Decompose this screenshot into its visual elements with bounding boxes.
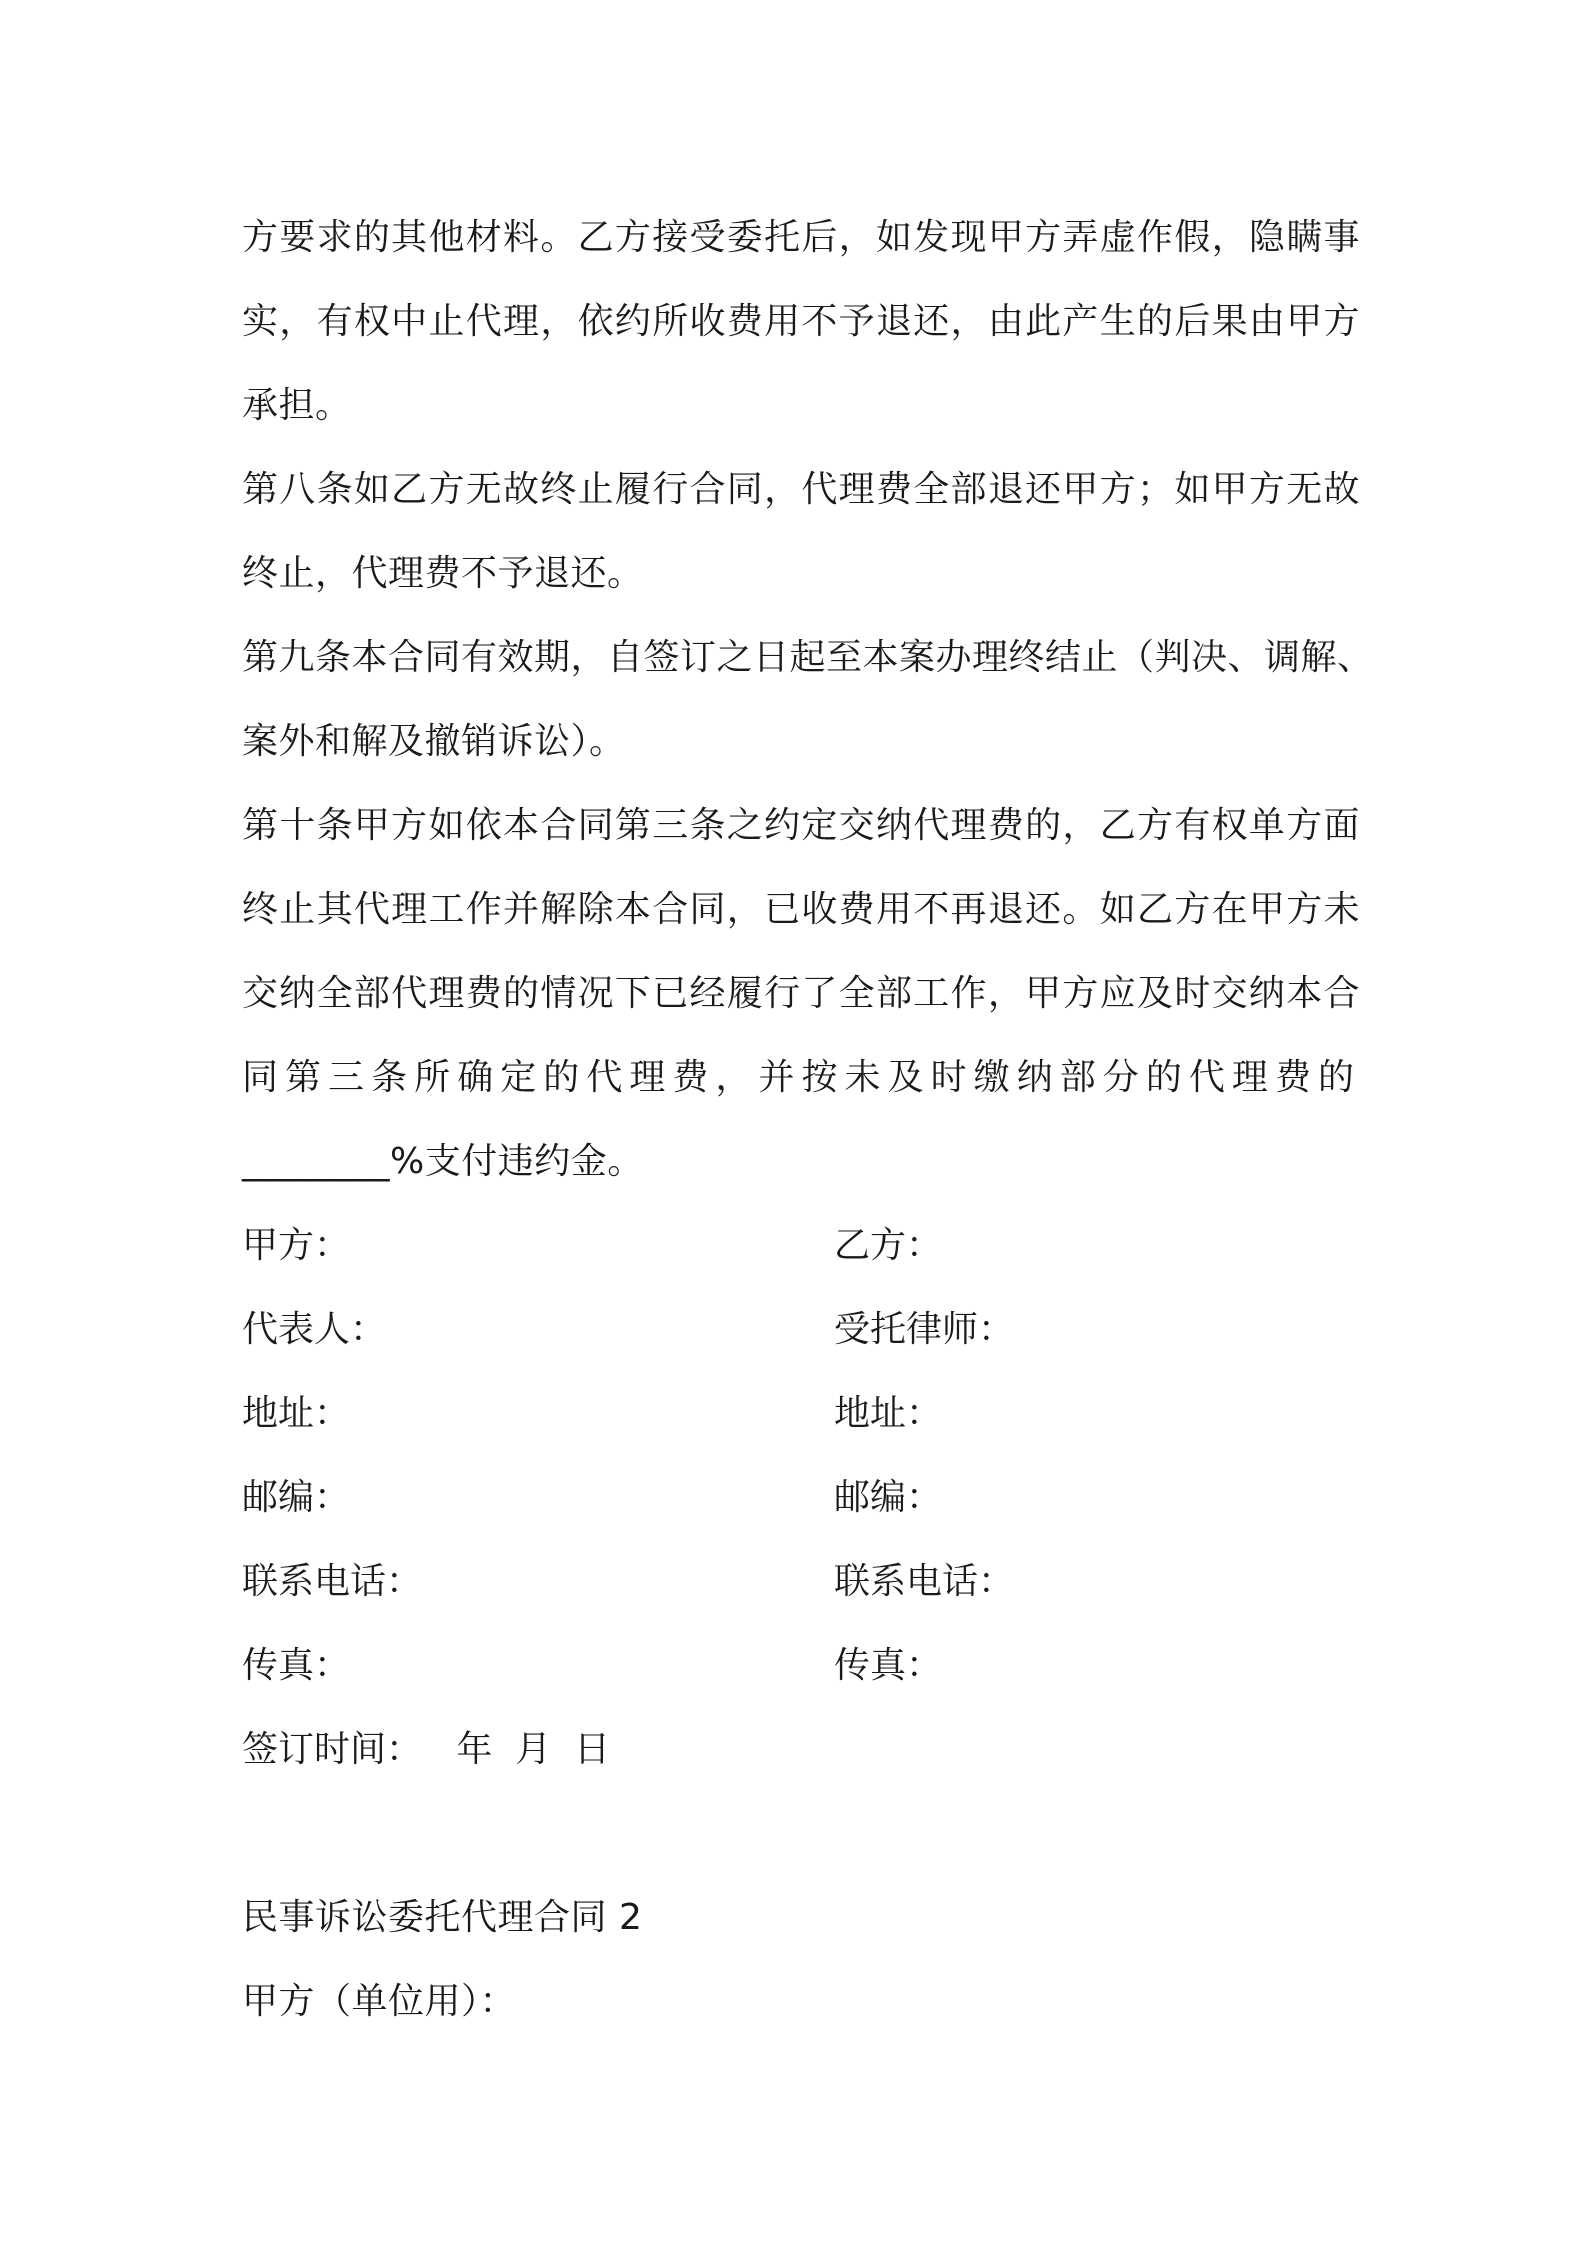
signature-row bbox=[242, 1372, 1360, 1456]
representative-label: 代表人： bbox=[242, 1309, 387, 1350]
party-b-label: 乙方： bbox=[834, 1225, 943, 1266]
signature-row bbox=[242, 1540, 1360, 1624]
text-line: 交纳全部代理费的情况下已经履行了全部工作，甲方应及时交纳本合 bbox=[242, 973, 1360, 1014]
signature-row bbox=[242, 1456, 1360, 1540]
text-line: 第十条甲方如依本合同第三条之约定交纳代理费的，乙方有权单方面 bbox=[242, 805, 1360, 846]
article-10 bbox=[242, 784, 1360, 1204]
entrusted-lawyer-label: 受托律师： bbox=[834, 1309, 1015, 1350]
document-body bbox=[242, 196, 1374, 2044]
party-b-address-label: 地址： bbox=[834, 1393, 943, 1434]
text-line: 终止，代理费不予退还。 bbox=[242, 553, 644, 594]
text-line: 承担。 bbox=[242, 385, 352, 426]
text-line: 第八条如乙方无故终止履行合同，代理费全部退还甲方；如甲方无故 bbox=[242, 469, 1360, 510]
text-line: 案外和解及撤销诉讼）。 bbox=[242, 721, 626, 762]
article-8 bbox=[242, 448, 1360, 616]
article-9 bbox=[242, 616, 1374, 784]
paragraph-continued bbox=[242, 196, 1360, 448]
section-title: 民事诉讼委托代理合同 2 bbox=[242, 1897, 643, 1938]
party-b-postcode-label: 邮编： bbox=[834, 1477, 943, 1518]
signature-row bbox=[242, 1204, 1360, 1288]
signature-block bbox=[242, 1204, 1360, 1792]
party-a-label: 甲方： bbox=[242, 1225, 351, 1266]
party-a-unit-label: 甲方（单位用）： bbox=[242, 1981, 517, 2022]
party-a-phone-label: 联系电话： bbox=[242, 1561, 423, 1602]
text-line: 同第三条所确定的代理费，并按未及时缴纳部分的代理费的 bbox=[242, 1057, 1360, 1098]
party-a-address-label: 地址： bbox=[242, 1393, 351, 1434]
party-b-fax-label: 传真： bbox=[834, 1645, 943, 1686]
section-spacer bbox=[242, 1792, 1360, 1876]
text-line: 第九条本合同有效期，自签订之日起至本案办理终结止（判决、调解、 bbox=[242, 637, 1374, 678]
penalty-rate-blank: ________%支付违约金。 bbox=[242, 1141, 644, 1182]
text-line: 方要求的其他材料。乙方接受委托后，如发现甲方弄虚作假，隐瞒事 bbox=[242, 217, 1360, 258]
party-b-phone-label: 联系电话： bbox=[834, 1561, 1015, 1602]
next-contract-section bbox=[242, 1876, 1360, 2044]
party-a-fax-label: 传真： bbox=[242, 1645, 351, 1686]
text-line: 终止其代理工作并解除本合同，已收费用不再退还。如乙方在甲方未 bbox=[242, 889, 1360, 930]
signature-row bbox=[242, 1288, 1360, 1372]
signature-row bbox=[242, 1624, 1360, 1708]
party-a-postcode-label: 邮编： bbox=[242, 1477, 351, 1518]
sign-date-line: 签订时间： 年 月 日 bbox=[242, 1729, 611, 1770]
text-line: 实，有权中止代理，依约所收费用不予退还，由此产生的后果由甲方 bbox=[242, 301, 1360, 342]
